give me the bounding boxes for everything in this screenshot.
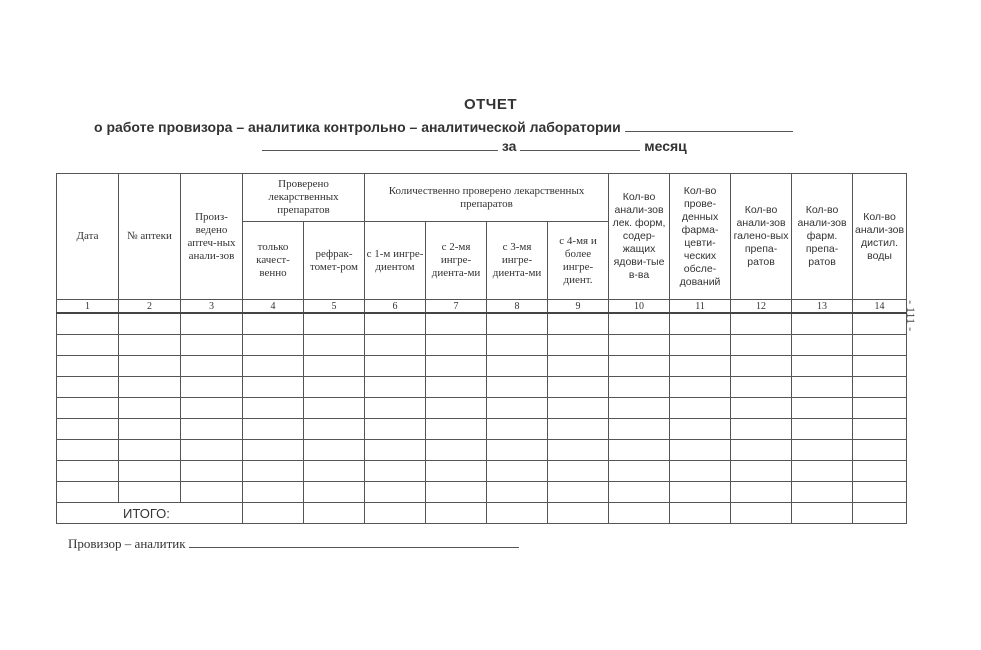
period-blank-1[interactable] xyxy=(262,136,498,151)
table-cell[interactable] xyxy=(365,377,426,398)
table-cell[interactable] xyxy=(731,356,792,377)
column-number: 4 xyxy=(243,300,304,314)
table-cell[interactable] xyxy=(57,356,119,377)
table-cell[interactable] xyxy=(181,335,243,356)
table-cell[interactable] xyxy=(365,440,426,461)
table-cell[interactable] xyxy=(243,313,304,335)
table-cell[interactable] xyxy=(853,503,907,524)
table-cell[interactable] xyxy=(670,398,731,419)
table-cell[interactable] xyxy=(119,313,181,335)
column-number: 3 xyxy=(181,300,243,314)
table-cell[interactable] xyxy=(731,419,792,440)
table-cell[interactable] xyxy=(609,482,670,503)
table-cell[interactable] xyxy=(487,377,548,398)
header-quality: только качест-венно xyxy=(243,222,304,300)
column-number: 14 xyxy=(853,300,907,314)
table-cell[interactable] xyxy=(181,377,243,398)
signature-blank[interactable] xyxy=(189,533,519,548)
table-cell[interactable] xyxy=(426,503,487,524)
header-3-ingredients: с 3-мя ингре-диента-ми xyxy=(487,222,548,300)
table-cell[interactable] xyxy=(609,440,670,461)
header-1-ingredient: с 1-м ингре-диентом xyxy=(365,222,426,300)
header-quant-group: Количественно проверено лекарственных препаратов xyxy=(365,174,609,222)
table-cell[interactable] xyxy=(792,377,853,398)
table-cell[interactable] xyxy=(487,503,548,524)
table-cell[interactable] xyxy=(365,419,426,440)
table-cell[interactable] xyxy=(487,461,548,482)
table-cell[interactable] xyxy=(609,335,670,356)
table-cell[interactable] xyxy=(609,377,670,398)
table-cell[interactable] xyxy=(57,419,119,440)
table-cell[interactable] xyxy=(243,503,304,524)
table-cell[interactable] xyxy=(548,503,609,524)
table-cell[interactable] xyxy=(609,398,670,419)
page-number-side: - 111 - xyxy=(904,300,918,332)
table-row xyxy=(57,356,907,377)
table-cell[interactable] xyxy=(609,419,670,440)
report-table xyxy=(56,173,907,524)
table-cell[interactable] xyxy=(426,377,487,398)
table-cell[interactable] xyxy=(853,377,907,398)
table-cell[interactable] xyxy=(426,398,487,419)
table-cell[interactable] xyxy=(426,335,487,356)
table-cell[interactable] xyxy=(548,482,609,503)
table-cell[interactable] xyxy=(57,335,119,356)
table-cell[interactable] xyxy=(548,313,609,335)
table-body xyxy=(57,313,907,503)
table-cell[interactable] xyxy=(57,377,119,398)
table-cell[interactable] xyxy=(304,335,365,356)
column-number: 9 xyxy=(548,300,609,314)
table-cell[interactable] xyxy=(181,461,243,482)
signature-label: Провизор – аналитик xyxy=(68,536,186,551)
table-cell[interactable] xyxy=(426,440,487,461)
table-cell[interactable] xyxy=(670,313,731,335)
table-cell[interactable] xyxy=(853,482,907,503)
table-cell[interactable] xyxy=(304,377,365,398)
table-row xyxy=(57,482,907,503)
table-cell[interactable] xyxy=(181,419,243,440)
table-cell[interactable] xyxy=(792,398,853,419)
table-cell[interactable] xyxy=(731,313,792,335)
total-row xyxy=(57,503,907,524)
table-cell[interactable] xyxy=(487,419,548,440)
table-cell[interactable] xyxy=(670,419,731,440)
table-cell[interactable] xyxy=(548,440,609,461)
laboratory-blank[interactable] xyxy=(625,117,793,132)
table-cell[interactable] xyxy=(548,377,609,398)
table-cell[interactable] xyxy=(243,461,304,482)
table-cell[interactable] xyxy=(365,461,426,482)
table-cell[interactable] xyxy=(792,461,853,482)
table-cell[interactable] xyxy=(304,313,365,335)
subtitle-text: о работе провизора – аналитика контрольно – аналитической лаборатории xyxy=(94,119,621,135)
table-cell[interactable] xyxy=(487,313,548,335)
table-cell[interactable] xyxy=(181,440,243,461)
table-row xyxy=(57,313,907,335)
table-cell[interactable] xyxy=(365,356,426,377)
table-cell[interactable] xyxy=(487,335,548,356)
table-cell[interactable] xyxy=(670,356,731,377)
report-subtitle xyxy=(94,117,793,135)
header-produced: Произ-ведено аптеч-ных анали-зов xyxy=(181,174,243,300)
table-cell[interactable] xyxy=(119,356,181,377)
column-numbers-row xyxy=(57,300,907,314)
period-month-label: месяц xyxy=(644,138,687,154)
column-number: 6 xyxy=(365,300,426,314)
table-row xyxy=(57,377,907,398)
table-cell[interactable] xyxy=(243,482,304,503)
table-cell[interactable] xyxy=(731,461,792,482)
table-cell[interactable] xyxy=(853,440,907,461)
table-cell[interactable] xyxy=(304,440,365,461)
table-cell[interactable] xyxy=(243,377,304,398)
header-4-ingredients: с 4-мя и более ингре-диент. xyxy=(548,222,609,300)
period-for-label: за xyxy=(501,138,517,154)
table-cell[interactable] xyxy=(181,482,243,503)
header-farm: Кол-во анали-зов фарм. препа-ратов xyxy=(792,174,853,300)
table-cell[interactable] xyxy=(853,313,907,335)
table-cell[interactable] xyxy=(304,356,365,377)
signature-line xyxy=(68,533,519,552)
table-row xyxy=(57,440,907,461)
table-cell[interactable] xyxy=(57,440,119,461)
table-cell[interactable] xyxy=(609,503,670,524)
table-cell[interactable] xyxy=(792,503,853,524)
table-cell[interactable] xyxy=(243,440,304,461)
table-cell[interactable] xyxy=(731,482,792,503)
total-label: ИТОГО: xyxy=(57,503,243,524)
table-cell[interactable] xyxy=(426,356,487,377)
table-cell[interactable] xyxy=(853,461,907,482)
period-blank-2[interactable] xyxy=(520,136,640,151)
table-cell[interactable] xyxy=(119,419,181,440)
table-cell[interactable] xyxy=(119,440,181,461)
table-cell[interactable] xyxy=(243,335,304,356)
table-cell[interactable] xyxy=(670,377,731,398)
table-cell[interactable] xyxy=(57,313,119,335)
header-galenic: Кол-во анали-зов галено-вых препа-ратов xyxy=(731,174,792,300)
table-cell[interactable] xyxy=(426,313,487,335)
table-cell[interactable] xyxy=(487,440,548,461)
table-row xyxy=(57,335,907,356)
table-cell[interactable] xyxy=(670,503,731,524)
table-cell[interactable] xyxy=(365,398,426,419)
header-refract: рефрак-томет-ром xyxy=(304,222,365,300)
table-cell[interactable] xyxy=(365,313,426,335)
table-cell[interactable] xyxy=(426,482,487,503)
column-number: 12 xyxy=(731,300,792,314)
header-checked-group: Проверено лекарственных препаратов xyxy=(243,174,365,222)
header-pharmacy: № аптеки xyxy=(119,174,181,300)
table-cell[interactable] xyxy=(731,503,792,524)
table-row xyxy=(57,461,907,482)
table-cell[interactable] xyxy=(853,335,907,356)
header-2-ingredients: с 2-мя ингре-диента-ми xyxy=(426,222,487,300)
table-cell[interactable] xyxy=(853,419,907,440)
header-toxic: Кол-во анали-зов лек. форм, содер-жащих ядови-тые в-ва xyxy=(609,174,670,300)
table-cell[interactable] xyxy=(426,461,487,482)
table-cell[interactable] xyxy=(181,313,243,335)
table-cell[interactable] xyxy=(57,398,119,419)
table-cell[interactable] xyxy=(792,356,853,377)
table-cell[interactable] xyxy=(548,398,609,419)
table-cell[interactable] xyxy=(853,398,907,419)
table-cell[interactable] xyxy=(609,461,670,482)
table-cell[interactable] xyxy=(609,313,670,335)
table-cell[interactable] xyxy=(119,377,181,398)
column-number: 2 xyxy=(119,300,181,314)
table-cell[interactable] xyxy=(548,356,609,377)
table-cell[interactable] xyxy=(243,356,304,377)
table-cell[interactable] xyxy=(670,335,731,356)
report-period-line xyxy=(262,136,687,154)
table-cell[interactable] xyxy=(487,398,548,419)
column-number: 7 xyxy=(426,300,487,314)
report-title: ОТЧЕТ xyxy=(463,96,518,113)
table-cell[interactable] xyxy=(487,482,548,503)
header-date: Дата xyxy=(57,174,119,300)
table-row xyxy=(57,398,907,419)
table-cell[interactable] xyxy=(792,482,853,503)
table-cell[interactable] xyxy=(365,482,426,503)
table-cell[interactable] xyxy=(119,461,181,482)
header-pharm-surveys: Кол-во прове-денных фарма-цевти-ческих обсле-дований xyxy=(670,174,731,300)
table-cell[interactable] xyxy=(243,419,304,440)
table-cell[interactable] xyxy=(119,398,181,419)
table-cell[interactable] xyxy=(792,419,853,440)
table-cell[interactable] xyxy=(304,419,365,440)
table-cell[interactable] xyxy=(487,356,548,377)
table-cell[interactable] xyxy=(548,461,609,482)
table-cell[interactable] xyxy=(181,398,243,419)
table-cell[interactable] xyxy=(731,377,792,398)
table-cell[interactable] xyxy=(243,398,304,419)
table-cell[interactable] xyxy=(792,335,853,356)
table-cell[interactable] xyxy=(304,398,365,419)
table-cell[interactable] xyxy=(731,398,792,419)
table-cell[interactable] xyxy=(670,482,731,503)
table-cell[interactable] xyxy=(304,482,365,503)
column-number: 5 xyxy=(304,300,365,314)
column-number: 11 xyxy=(670,300,731,314)
table-cell[interactable] xyxy=(181,356,243,377)
table-row xyxy=(57,419,907,440)
table-cell[interactable] xyxy=(304,503,365,524)
table-cell[interactable] xyxy=(365,335,426,356)
column-number: 8 xyxy=(487,300,548,314)
table-cell[interactable] xyxy=(609,356,670,377)
column-number: 10 xyxy=(609,300,670,314)
header-water: Кол-во анали-зов дистил. воды xyxy=(853,174,907,300)
table-cell[interactable] xyxy=(119,482,181,503)
table-cell[interactable] xyxy=(670,440,731,461)
table-cell[interactable] xyxy=(548,419,609,440)
table-cell[interactable] xyxy=(670,461,731,482)
table-cell[interactable] xyxy=(731,335,792,356)
table-cell[interactable] xyxy=(365,503,426,524)
column-number: 1 xyxy=(57,300,119,314)
table-cell[interactable] xyxy=(548,335,609,356)
table-cell[interactable] xyxy=(57,482,119,503)
table-cell[interactable] xyxy=(792,313,853,335)
table-cell[interactable] xyxy=(731,440,792,461)
column-number: 13 xyxy=(792,300,853,314)
table-cell[interactable] xyxy=(119,335,181,356)
table-cell[interactable] xyxy=(792,440,853,461)
table-cell[interactable] xyxy=(426,419,487,440)
table-cell[interactable] xyxy=(304,461,365,482)
table-cell[interactable] xyxy=(853,356,907,377)
table-cell[interactable] xyxy=(57,461,119,482)
